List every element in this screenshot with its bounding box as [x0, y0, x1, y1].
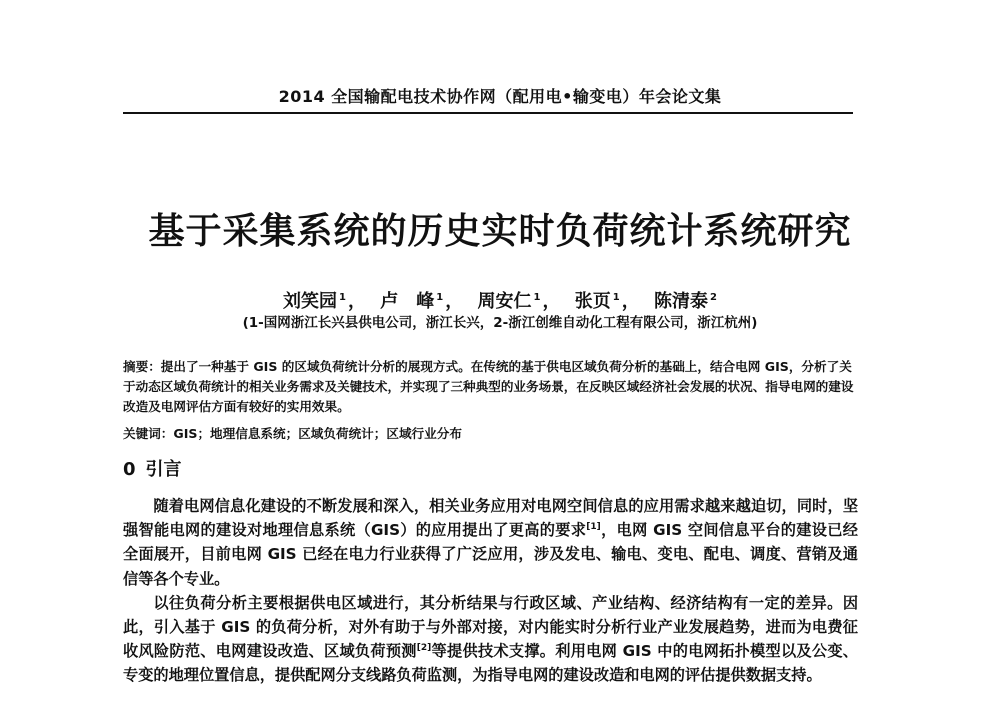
author-separator: ， — [445, 291, 464, 312]
author-affiliation-mark: 1 — [533, 292, 541, 303]
paragraph-text: ，电网 GIS 空间信息平台的建设已经全面展开，目前电网 GIS 已经在电力行业获得了广泛应用，涉及发电、输电、变电、配电、调度、营销及通信等各个专业。 — [123, 521, 858, 588]
author-name: 卢 峰 — [380, 291, 435, 312]
author-affiliations: (1-国网浙江长兴县供电公司，浙江长兴，2-浙江创维自动化工程有限公司，浙江杭州) — [242, 315, 758, 331]
author-separator: ， — [347, 291, 366, 312]
author-name: 刘笑园 — [283, 291, 338, 312]
keywords — [123, 424, 858, 444]
paragraph-text: 等提供技术支撑。利用电网 GIS 中的电网拓扑模型以及公变、专变的地理位置信息，提供配网分支线路负荷监测，为指导电网的建设改造和电网的评估提供数据支持。 — [123, 642, 858, 685]
keywords-label: 关键词： — [123, 426, 174, 441]
paragraph-text: 随着电网信息化建设的不断发展和深入，相关业务应用对电网空间信息的应用需求越来越迫切，同时，坚强智能电网的建设对地理信息系统（GIS）的应用提出了更高的要求 — [123, 497, 858, 540]
paper-title: 基于采集系统的历史实时负荷统计系统研究 — [148, 210, 852, 252]
abstract — [123, 357, 858, 417]
author-separator: ， — [621, 291, 640, 312]
author-name: 周安仁 — [477, 291, 532, 312]
citation-link[interactable]: [1] — [586, 522, 601, 533]
section-title: 引言 — [145, 459, 182, 480]
body-text — [123, 494, 858, 688]
paragraph — [123, 494, 858, 591]
section-number: 0 — [123, 459, 136, 480]
abstract-text: 提出了一种基于 GIS 的区域负荷统计分析的展现方式。在传统的基于供电区域负荷分析的基础上，结合电网 GIS，分析了关于动态区域负荷统计的相关业务需求及关键技术，并实现了三种典型的业务场景，在反映区域经济社会发展的状况、指导电网的建设改造及电网评估方面有较好的实用效果。 — [123, 359, 854, 414]
author-affiliation-mark: 1 — [612, 292, 620, 303]
author-list — [0, 286, 1000, 314]
header-divider — [123, 112, 853, 114]
author-affiliation-mark: 1 — [436, 292, 444, 303]
author-name: 张页 — [574, 291, 611, 312]
author-affiliation-mark: 1 — [339, 292, 346, 303]
citation-link[interactable]: [2] — [416, 643, 432, 654]
keywords-text: GIS；地理信息系统；区域负荷统计；区域行业分布 — [173, 426, 462, 441]
author-separator: ， — [542, 291, 561, 312]
paragraph — [123, 591, 858, 688]
paragraph-text: 以往负荷分析主要根据供电区域进行，其分析结果与行政区域、产业结构、经济结构有一定的差异。因此，引入基于 GIS 的负荷分析，对外有助于与外部对接，对内能实时分析行业产业发展趋势，进而为电费征收风险防范、电网建设改造、区域负荷预测 — [123, 593, 858, 661]
abstract-label: 摘要： — [123, 359, 161, 374]
author-name: 陈清泰 — [654, 291, 709, 312]
running-header: 2014 全国输配电技术协作网（配用电•输变电）年会论文集 — [278, 87, 722, 106]
section-heading — [123, 457, 182, 483]
author-affiliation-mark: 2 — [710, 292, 717, 303]
